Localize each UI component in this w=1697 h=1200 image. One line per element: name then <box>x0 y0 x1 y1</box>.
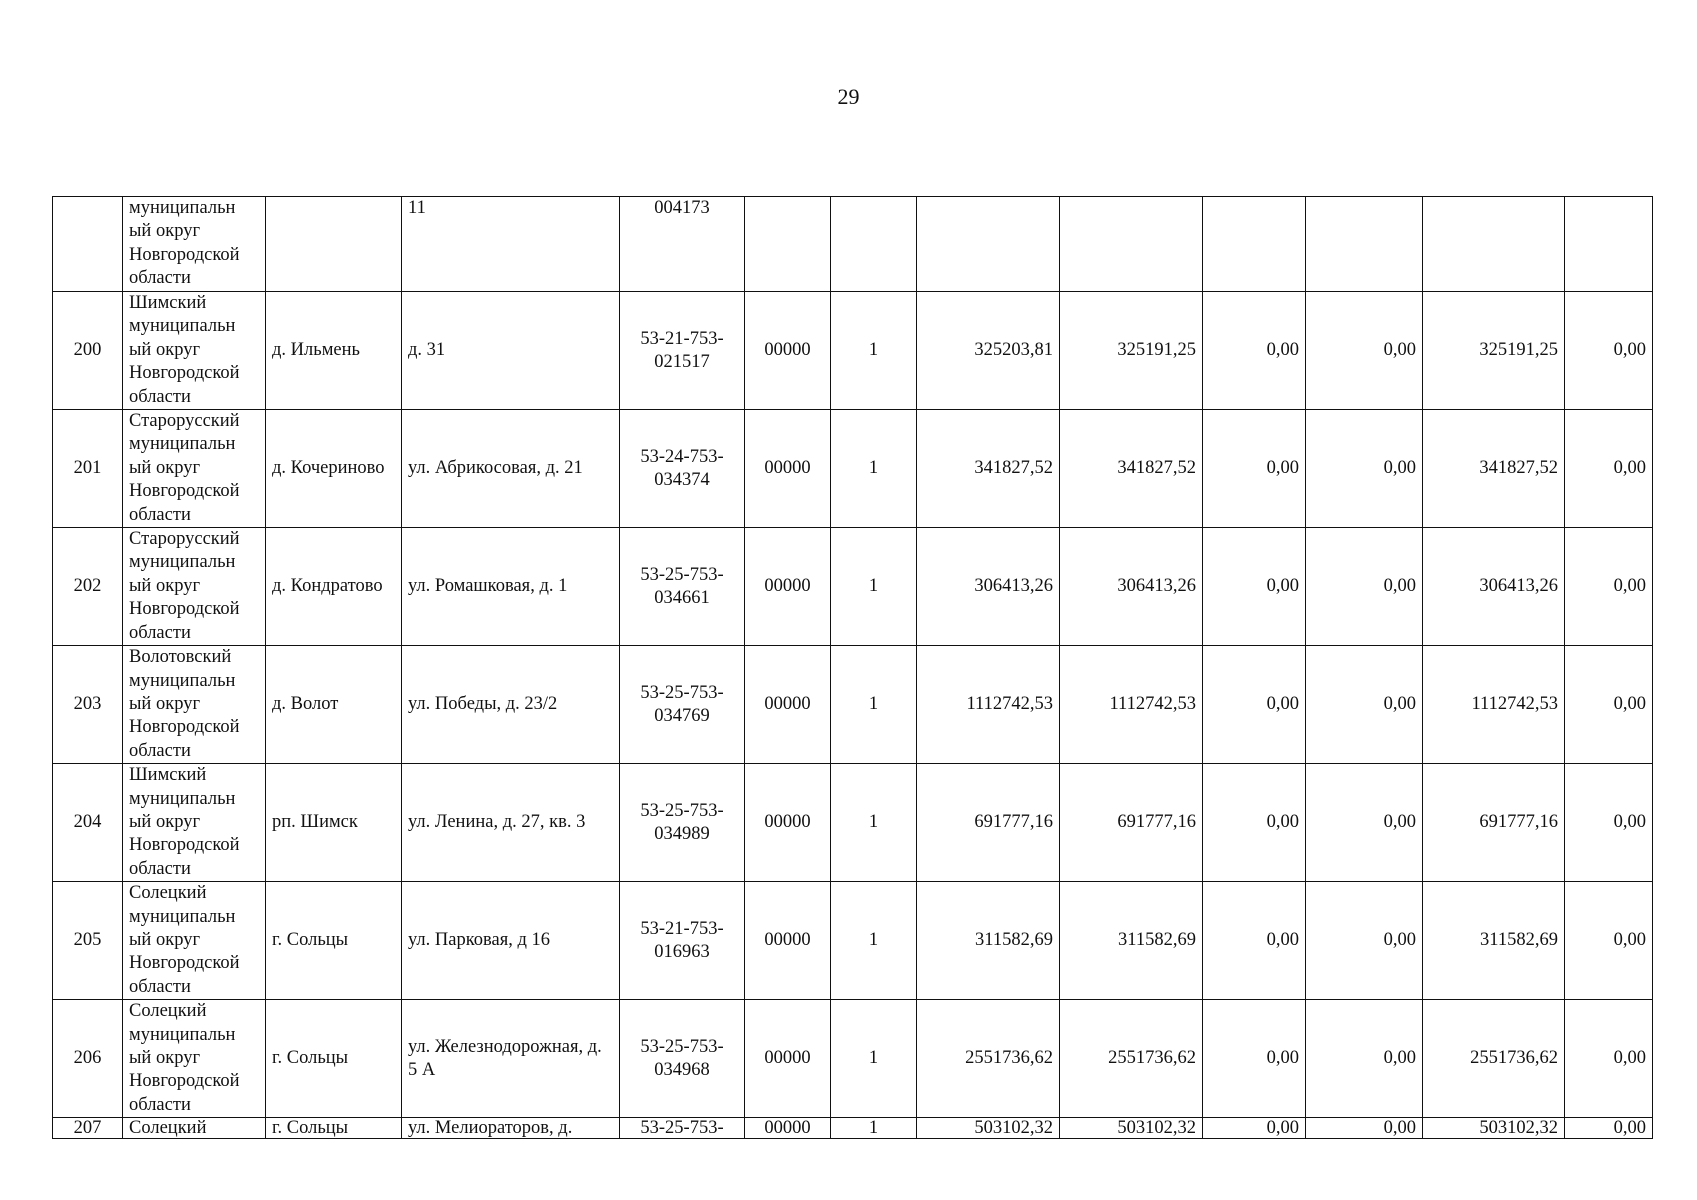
cell-value-6 <box>1565 197 1653 292</box>
cell-value-3: 0,00 <box>1203 1118 1306 1139</box>
cell-quantity: 1 <box>831 1000 917 1118</box>
cell-value-3 <box>1203 197 1306 292</box>
cell-code: 004173 <box>620 197 745 292</box>
cell-municipality: Старорусский муниципальн ый округ Новгородской области <box>123 410 266 528</box>
cell-value-6: 0,00 <box>1565 646 1653 764</box>
cell-municipality: муниципальн ый округ Новгородской области <box>123 197 266 292</box>
cell-row-number <box>53 197 123 292</box>
cell-address: ул. Парковая, д 16 <box>402 882 620 1000</box>
cell-value-2: 325191,25 <box>1060 292 1203 410</box>
cell-municipality: Волотовский муниципальн ый округ Новгородской области <box>123 646 266 764</box>
cell-value-1: 311582,69 <box>917 882 1060 1000</box>
table-row <box>53 197 1653 292</box>
cell-value-4 <box>1306 197 1423 292</box>
cell-quantity: 1 <box>831 410 917 528</box>
table-row <box>53 1118 1653 1139</box>
cell-row-number: 206 <box>53 1000 123 1118</box>
cell-locality <box>266 197 402 292</box>
cell-address: ул. Ленина, д. 27, кв. 3 <box>402 764 620 882</box>
cell-quantity: 1 <box>831 1118 917 1139</box>
cell-value-5: 306413,26 <box>1423 528 1565 646</box>
cell-locality: рп. Шимск <box>266 764 402 882</box>
cell-value-2: 341827,52 <box>1060 410 1203 528</box>
cell-address: ул. Абрикосовая, д. 21 <box>402 410 620 528</box>
cell-value-4: 0,00 <box>1306 1000 1423 1118</box>
cell-row-number: 207 <box>53 1118 123 1139</box>
cell-value-2: 306413,26 <box>1060 528 1203 646</box>
cell-address: ул. Ромашковая, д. 1 <box>402 528 620 646</box>
cell-code: 53-25-753- <box>620 1118 745 1139</box>
cell-locality: г. Сольцы <box>266 1118 402 1139</box>
cell-value-3: 0,00 <box>1203 882 1306 1000</box>
cell-code2: 00000 <box>745 646 831 764</box>
cell-value-6: 0,00 <box>1565 292 1653 410</box>
cell-row-number: 201 <box>53 410 123 528</box>
cell-municipality: Солецкий муниципальн ый округ Новгородской области <box>123 1000 266 1118</box>
cell-locality: д. Кондратово <box>266 528 402 646</box>
cell-code2: 00000 <box>745 882 831 1000</box>
cell-value-4: 0,00 <box>1306 410 1423 528</box>
page-number: 29 <box>837 84 860 109</box>
cell-quantity: 1 <box>831 528 917 646</box>
cell-value-5 <box>1423 197 1565 292</box>
cell-address: ул. Железнодорожная, д. 5 А <box>402 1000 620 1118</box>
data-table <box>52 196 1653 1139</box>
cell-code: 53-25-753-034989 <box>620 764 745 882</box>
cell-value-2: 503102,32 <box>1060 1118 1203 1139</box>
cell-locality: д. Ильмень <box>266 292 402 410</box>
cell-value-2: 1112742,53 <box>1060 646 1203 764</box>
cell-value-2 <box>1060 197 1203 292</box>
table-row <box>53 764 1653 882</box>
cell-municipality: Шимский муниципальн ый округ Новгородской области <box>123 764 266 882</box>
cell-value-4: 0,00 <box>1306 646 1423 764</box>
cell-row-number: 202 <box>53 528 123 646</box>
cell-value-6: 0,00 <box>1565 528 1653 646</box>
cell-value-6: 0,00 <box>1565 410 1653 528</box>
cell-value-4: 0,00 <box>1306 528 1423 646</box>
cell-quantity: 1 <box>831 764 917 882</box>
cell-row-number: 205 <box>53 882 123 1000</box>
table-row <box>53 292 1653 410</box>
cell-value-2: 311582,69 <box>1060 882 1203 1000</box>
cell-value-1: 1112742,53 <box>917 646 1060 764</box>
cell-value-6: 0,00 <box>1565 1118 1653 1139</box>
cell-value-4: 0,00 <box>1306 1118 1423 1139</box>
cell-row-number: 200 <box>53 292 123 410</box>
cell-quantity <box>831 197 917 292</box>
cell-code: 53-21-753-016963 <box>620 882 745 1000</box>
cell-quantity: 1 <box>831 882 917 1000</box>
cell-value-5: 1112742,53 <box>1423 646 1565 764</box>
cell-value-5: 2551736,62 <box>1423 1000 1565 1118</box>
cell-value-1: 341827,52 <box>917 410 1060 528</box>
cell-value-2: 2551736,62 <box>1060 1000 1203 1118</box>
cell-value-4: 0,00 <box>1306 292 1423 410</box>
table-row <box>53 882 1653 1000</box>
cell-address: ул. Мелиораторов, д. <box>402 1118 620 1139</box>
cell-quantity: 1 <box>831 646 917 764</box>
cell-code2: 00000 <box>745 764 831 882</box>
cell-value-6: 0,00 <box>1565 1000 1653 1118</box>
cell-locality: д. Волот <box>266 646 402 764</box>
cell-value-5: 341827,52 <box>1423 410 1565 528</box>
cell-code2 <box>745 197 831 292</box>
cell-code2: 00000 <box>745 1118 831 1139</box>
cell-value-1: 503102,32 <box>917 1118 1060 1139</box>
cell-quantity: 1 <box>831 292 917 410</box>
cell-municipality: Солецкий муниципальн ый округ Новгородской области <box>123 882 266 1000</box>
cell-value-1: 306413,26 <box>917 528 1060 646</box>
cell-value-6: 0,00 <box>1565 764 1653 882</box>
cell-code: 53-24-753-034374 <box>620 410 745 528</box>
cell-municipality: Солецкий <box>123 1118 266 1139</box>
cell-value-5: 691777,16 <box>1423 764 1565 882</box>
cell-value-5: 325191,25 <box>1423 292 1565 410</box>
cell-value-4: 0,00 <box>1306 882 1423 1000</box>
cell-locality: г. Сольцы <box>266 882 402 1000</box>
cell-value-5: 311582,69 <box>1423 882 1565 1000</box>
cell-value-6: 0,00 <box>1565 882 1653 1000</box>
cell-locality: д. Кочериново <box>266 410 402 528</box>
cell-municipality: Шимский муниципальн ый округ Новгородской области <box>123 292 266 410</box>
cell-code2: 00000 <box>745 528 831 646</box>
table-row <box>53 528 1653 646</box>
cell-code: 53-25-753-034769 <box>620 646 745 764</box>
cell-value-5: 503102,32 <box>1423 1118 1565 1139</box>
cell-value-3: 0,00 <box>1203 646 1306 764</box>
cell-row-number: 204 <box>53 764 123 882</box>
cell-value-3: 0,00 <box>1203 410 1306 528</box>
cell-value-1: 2551736,62 <box>917 1000 1060 1118</box>
cell-value-2: 691777,16 <box>1060 764 1203 882</box>
cell-code: 53-21-753-021517 <box>620 292 745 410</box>
cell-code: 53-25-753-034968 <box>620 1000 745 1118</box>
cell-row-number: 203 <box>53 646 123 764</box>
table-row <box>53 410 1653 528</box>
cell-address: ул. Победы, д. 23/2 <box>402 646 620 764</box>
table-row <box>53 646 1653 764</box>
cell-value-3: 0,00 <box>1203 528 1306 646</box>
cell-locality: г. Сольцы <box>266 1000 402 1118</box>
cell-address: д. 31 <box>402 292 620 410</box>
table-row <box>53 1000 1653 1118</box>
cell-code2: 00000 <box>745 410 831 528</box>
cell-value-1 <box>917 197 1060 292</box>
cell-code2: 00000 <box>745 1000 831 1118</box>
cell-value-3: 0,00 <box>1203 764 1306 882</box>
cell-code2: 00000 <box>745 292 831 410</box>
cell-municipality: Старорусский муниципальн ый округ Новгородской области <box>123 528 266 646</box>
table-body <box>53 197 1653 1139</box>
cell-value-4: 0,00 <box>1306 764 1423 882</box>
cell-value-3: 0,00 <box>1203 292 1306 410</box>
cell-value-1: 691777,16 <box>917 764 1060 882</box>
cell-value-3: 0,00 <box>1203 1000 1306 1118</box>
cell-code: 53-25-753-034661 <box>620 528 745 646</box>
cell-address: 11 <box>402 197 620 292</box>
cell-value-1: 325203,81 <box>917 292 1060 410</box>
